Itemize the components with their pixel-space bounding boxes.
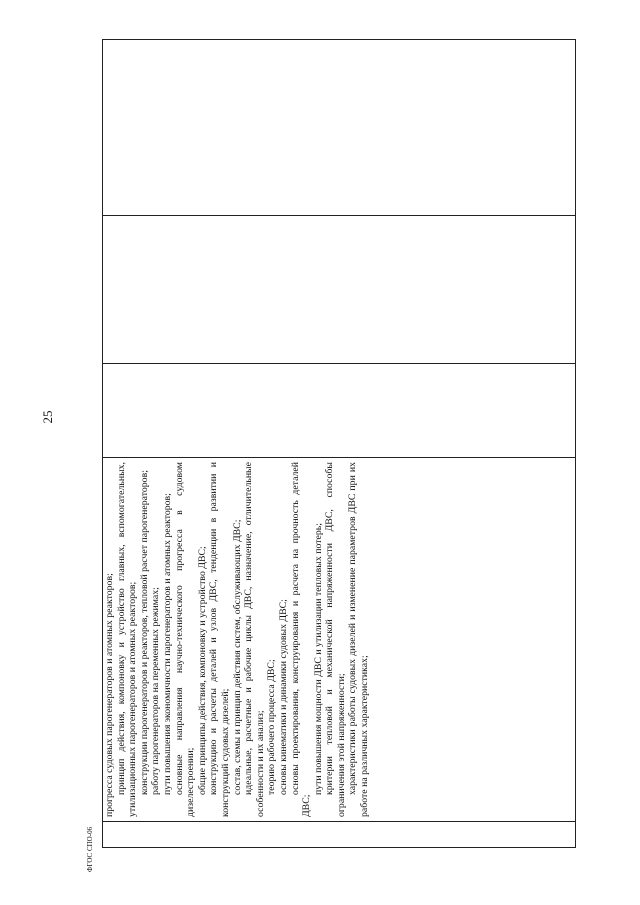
rotated-table-page: [102, 40, 576, 848]
topic-line: пути повышения мощности ДВС и утилизации тепловых потерь;: [312, 523, 324, 795]
topics-list: [103, 458, 371, 821]
topic-line: работу парогенераторов на переменных режимах;: [150, 587, 162, 795]
topic-line: основы проектирования, конструирования и расчета на прочность деталей ДВС;: [289, 462, 313, 817]
topic-line: теорию рабочего процесса ДВС;: [266, 659, 278, 795]
topic-line: конструкцию и расчеты деталей и узлов ДВС, тенденции в развитии и конструкций судовых дизелей;: [208, 462, 231, 817]
topic-line: общие принципы действия, компоновку и устройство ДВС;: [196, 546, 208, 795]
topics-cell: [103, 458, 576, 822]
topic-line: основные направления научно-технического прогресса в судовом дизелестроении;: [173, 462, 197, 817]
topic-line: критерии тепловой и механической напряженности ДВС, способы ограничения этой напряженности;: [324, 462, 347, 817]
discipline-cell: [103, 216, 576, 364]
topic-line: принцип действия, компоновку и устройство главных, вспомогательных, утилизационных парогенераторов и атомных реакторов;: [115, 462, 139, 817]
topic-line: конструкции парогенераторов и реакторов, тепловой расчет парогенераторов;: [138, 470, 150, 795]
topic-line: основы кинематики и динамики судовых ДВС;: [277, 599, 289, 795]
topic-line: состав, схемы и принцип действия систем, обслуживающих ДВС;: [231, 519, 243, 795]
hours-cell: [103, 364, 576, 458]
footer-code: ФГОС СПО-06: [86, 826, 94, 872]
index-cell: [103, 822, 576, 848]
competence-cell: [103, 40, 576, 216]
topic-line: идеальные, расчетные и рабочие циклы ДВС, назначение, отличительные особенности и их анализ;: [243, 462, 266, 817]
table-row: [103, 40, 576, 848]
topic-line: прогресса судовых парогенераторов и атомных реакторов;: [104, 573, 115, 817]
topic-line: характеристики работы судовых дизелей и изменение параметров ДВС при их работе на различных характеристиках;: [347, 462, 371, 817]
topic-line: пути повышения экономичности парогенераторов и атомных реакторов;: [161, 493, 173, 795]
page-number: 25: [40, 410, 55, 424]
curriculum-table: [102, 39, 576, 848]
